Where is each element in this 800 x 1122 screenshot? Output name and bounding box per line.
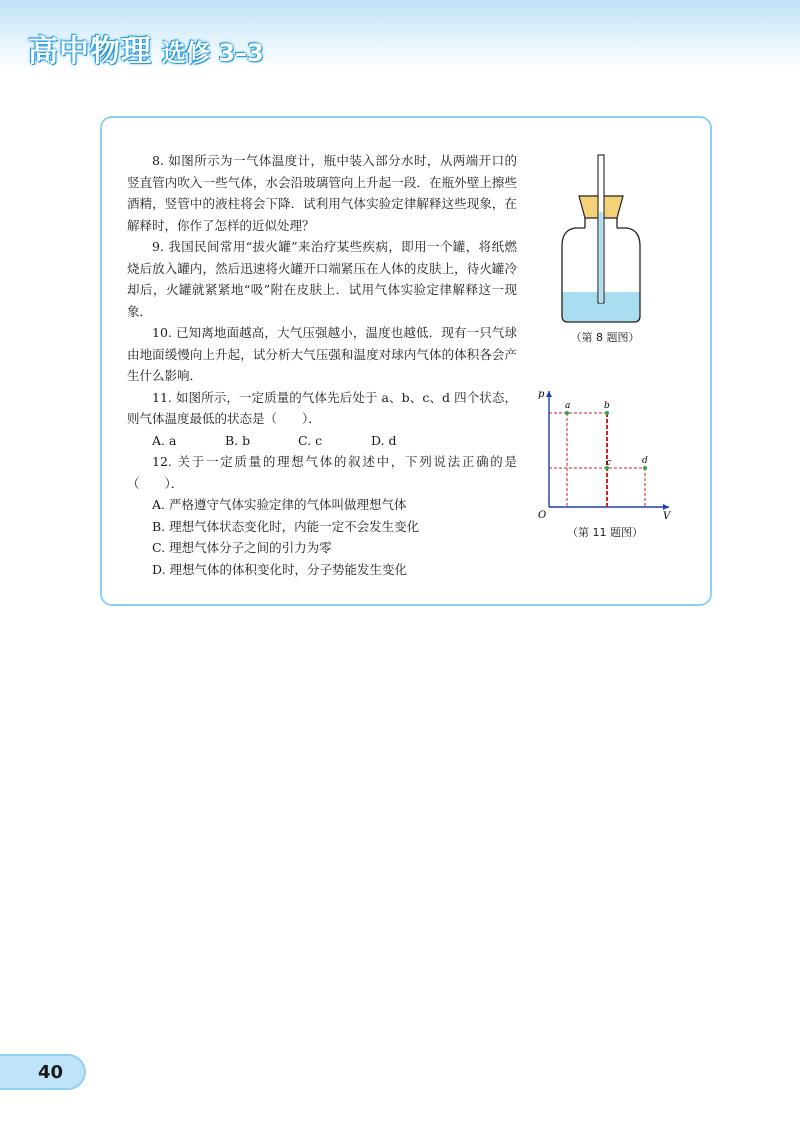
figure-8 [555, 150, 655, 344]
question-8: 8. 如图所示为一气体温度计，瓶中装入部分水时，从两端开口的竖直管内吹入一些气体，水会沿玻璃管向上升起一段．在瓶外壁上擦些酒精，竖管中的液柱将会下降．试利用气体实验定律解释这些现象，在解释时，你作了怎样的近似处理？ [127, 153, 517, 233]
figure-11-caption: （第 11 题图） [567, 526, 643, 539]
point-b-label: b [604, 401, 610, 411]
point-a [565, 411, 569, 415]
option-d: D. d [371, 432, 397, 448]
header-title [28, 26, 264, 69]
option-c: C. c [298, 432, 323, 448]
point-c-label: c [606, 458, 612, 468]
figure-11 [535, 385, 675, 540]
question-9: 9. 我国民间常用“拔火罐”来治疗某些疾病，即用一个罐，将纸燃烧后放入罐内，然后迅速将火罐开口端紧压在人体的皮肤上，待火罐冷却后，火罐就紧紧地“吸”附在皮肤上．试用气体实验定律解释这一现象． [127, 239, 517, 319]
question-11: 11. 如图所示，一定质量的气体先后处于 a、b、c、d 四个状态，则气体温度最低的状态是（ ）． [127, 389, 517, 426]
question-12-option-a: A. 严格遵守气体实验定律的气体叫做理想气体 [152, 497, 407, 512]
question-12-option-d: D. 理想气体的体积变化时，分子势能发生变化 [152, 561, 408, 577]
question-12: 12. 关于一定质量的理想气体的叙述中，下列说法正确的是（ ）． [127, 454, 517, 491]
point-d-label: d [642, 456, 648, 466]
question-10: 10. 已知离地面越高，大气压强越小，温度也越低．现有一只气球由地面缓慢向上升起，试分析大气压强和温度对球内气体的体积各会产生什么影响． [127, 325, 517, 383]
point-b [605, 411, 609, 415]
origin-label: O [538, 510, 547, 520]
book-title: 高中物理 [28, 34, 152, 69]
book-subtitle: 选修 3–3 [162, 39, 264, 67]
axis-p-label: p [538, 389, 545, 400]
thermometer-bottle-illustration [555, 150, 655, 325]
axis-v-label: V [663, 511, 671, 520]
p-v-diagram [535, 385, 675, 520]
point-a-label: a [565, 401, 571, 411]
page-number: 40 [38, 1062, 64, 1083]
option-b: B. b [225, 432, 251, 448]
question-12-option-b: B. 理想气体状态变化时，内能一定不会发生变化 [152, 518, 420, 534]
question-12-option-c: C. 理想气体分子之间的引力为零 [152, 540, 332, 555]
question-11-options [127, 430, 517, 452]
figure-8-caption: （第 8 题图） [570, 331, 640, 344]
point-d [643, 466, 647, 470]
option-a: A. a [152, 432, 177, 448]
questions-column [127, 150, 517, 580]
